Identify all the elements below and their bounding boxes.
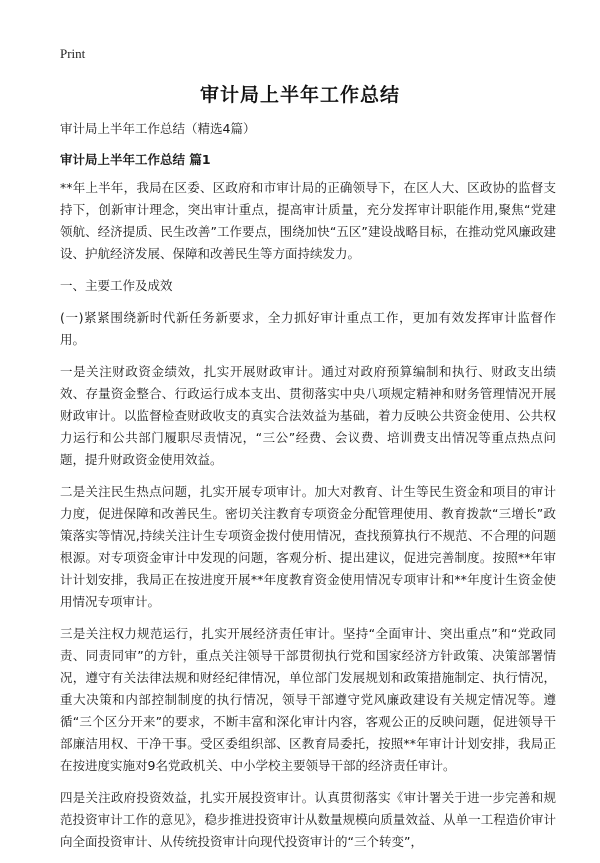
paragraph-section-1: (一)紧紧围绕新时代新任务新要求，全力抓好审计重点工作，更加有效发挥审计监督作用。: [60, 310, 556, 347]
document-subtitle: 审计局上半年工作总结（精选4篇）: [60, 121, 256, 136]
print-label: Print: [60, 46, 86, 61]
paragraph-intro: **年上半年，我局在区委、区政府和市审计局的正确领导下，在区人大、区政协的监督支持下，创新审计理念，突出审计重点，提高审计质量，充分发挥审计职能作用,聚焦“党建领航、经济提质、民生改善”工作要点，围绕加快“五区”建设战略目标，在推动党风廉政建设、护航经济发展、保障和改善民生等方面持续发力。: [60, 180, 556, 261]
paragraph-special-audit: 二是关注民生热点问题，扎实开展专项审计。加大对教育、计生等民生资金和项目的审计力度，促进保障和改善民生。密切关注教育专项资金分配管理使用、教育拨款“三增长”政策落实等情况,持续关注计生专项资金拨付使用情况，查找预算执行不规范、不合理的问题根源。对专项资金审计中发现的问题，客观分析、提出建议，促进完善制度。按照**年审计计划安排，我局正在按进度开展**年度教育资金使用情况专项审计和**年度计生资金使用情况专项审计。: [60, 484, 556, 609]
heading-main-work: 一、主要工作及成效: [60, 278, 173, 293]
document-body: [60, 118, 556, 863]
paragraph-economic-responsibility-audit: 三是关注权力规范运行，扎实开展经济责任审计。坚持“全面审计、突出重点”和“党政同责、同责同审”的方针，重点关注领导干部贯彻执行党和国家经济方针政策、决策部署情况，遵守有关法律法规和财经纪律情况，单位部门发展规划和政策措施制定、执行情况，重大决策和内部控制制度的执行情况，领导干部遵守党风廉政建设有关规定情况等。遵循“三个区分开来”的要求，不断丰富和深化审计内容，客观公正的反映问题，促进领导干部廉洁用权、干净干事。受区委组织部、区教育局委托，按照**年审计计划安排，我局正在按进度实施对9名党政机关、中小学校主要领导干部的经济责任审计。: [60, 626, 556, 773]
paragraph-financial-audit: 一是关注财政资金绩效，扎实开展财政审计。通过对政府预算编制和执行、财政支出绩效、存量资金整合、行政运行成本支出、贯彻落实中央八项规定精神和财务管理情况开展财政审计。以监督检查财政收支的真实合法效益为基础，着力反映公共资金使用、公共权力运行和公共部门履职尽责情况，“三公”经费、会议费、培训费支出情况等重点热点问题，提升财政资金使用效益。: [60, 364, 556, 467]
section-heading: 审计局上半年工作总结 篇1: [60, 152, 211, 167]
document-title: 审计局上半年工作总结: [199, 84, 400, 106]
paragraph-investment-audit: 四是关注政府投资效益，扎实开展投资审计。认真贯彻落实《审计署关于进一步完善和规范投资审计工作的意见》，稳步推进投资审计从数量规模向质量效益、从单一工程造价审计向全面投资审计、从传统投资审计向现代投资审计的“三个转变”，: [60, 790, 556, 849]
